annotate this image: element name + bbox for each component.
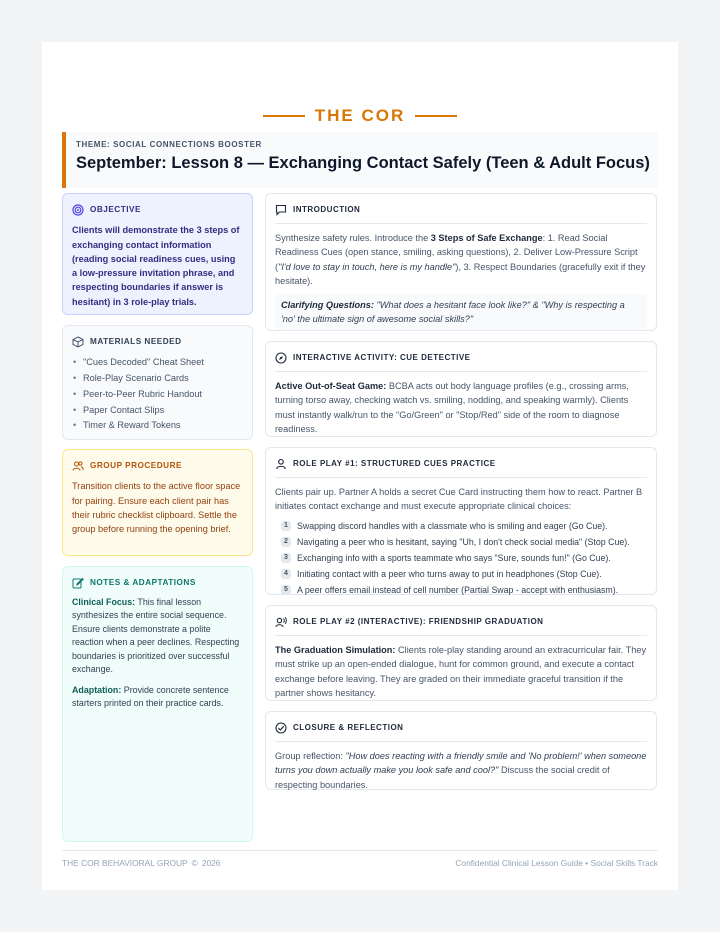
closure-pre: Group reflection: [275, 751, 346, 762]
scenario-item [281, 534, 647, 550]
introduction-text [275, 231, 647, 288]
materials-item: • Role-Play Scenario Cards [72, 371, 243, 387]
scenario-number: 5 [281, 585, 291, 595]
scenario-item [281, 566, 647, 582]
clinical-focus-note [72, 596, 243, 677]
scenario-number: 3 [281, 553, 291, 563]
role-play-1-text: Clients pair up. Partner A holds a secret Cue Card instructing them how to react. Partner B initiates contact exchange and must execute appropriate clinical choices: [275, 487, 643, 512]
intro-text-c: ), 3. Respect Boundaries (gracefully exit if they hesitate). [275, 261, 646, 286]
closure-text [275, 749, 647, 792]
objective-card [62, 193, 253, 315]
introduction-title: INTRODUCTION [293, 205, 361, 214]
adaptation-text: Provide concrete sentence starters printed on their practice cards. [72, 684, 229, 708]
introduction-header [275, 203, 647, 224]
scenario-text: Swapping discord handles with a classmate who is smiling and eager (Go Cue). [297, 520, 608, 531]
scenario-text: Navigating a peer who is hesitant, saying "Uh, I don't check social media" (Stop Cue). [297, 536, 630, 547]
procedure-text: Transition clients to the active floor space for pairing. Ensure each client pair has their rubric checklist clipboard. Settle the group before running the opening brief. [72, 481, 241, 535]
clarifying-questions [275, 294, 647, 330]
cue-detective-section [265, 341, 657, 437]
cue-detective-title: INTERACTIVE ACTIVITY: CUE DETECTIVE [293, 353, 471, 362]
closure-title: CLOSURE & REFLECTION [293, 723, 404, 732]
role-play-2-title: ROLE PLAY #2 (INTERACTIVE): FRIENDSHIP GRADUATION [293, 617, 544, 626]
clinical-focus-text: This final lesson synthesizes the entire social sequence. Ensure clients demonstrate a polite reaction when a peer declines. Respecting boundaries is prioritized over successful exchange. [72, 596, 240, 674]
procedure-card [62, 449, 253, 556]
cue-game-label: Active Out-of-Seat Game: [275, 381, 387, 392]
users-icon [72, 460, 84, 472]
materials-item: • Peer-to-Peer Rubric Handout [72, 387, 243, 403]
materials-item: • Paper Contact Slips [72, 403, 243, 419]
procedure-title: GROUP PROCEDURE [90, 461, 182, 470]
introduction-section [265, 193, 657, 331]
scenario-text: A peer offers email instead of cell number (Partial Swap - accept with enthusiasm). [297, 584, 619, 595]
notes-header [72, 576, 243, 590]
brand-rule-left [263, 115, 305, 117]
role-play-1-title: ROLE PLAY #1: STRUCTURED CUES PRACTICE [293, 459, 496, 468]
graduation-text: Clients role-play standing around an extracurricular fair. They must strike up an open-ended dialogue, hunt for common ground, and execute a contact exchange before leaving. They are graded on their immediate graceful transition if the partner shows hesitancy. [275, 645, 647, 698]
edit-note-icon [72, 577, 84, 589]
scenario-number: 2 [281, 537, 291, 547]
scenario-item [281, 518, 647, 534]
intro-text-b: : 1. Read Social Readiness Cues (open stance, smiling, asking questions), 2. Deliver Low-Pressure Script ( [275, 233, 638, 272]
scenario-text: Exchanging info with a sports teammate who says "Sure, sounds fun!" (Go Cue). [297, 552, 611, 563]
chat-icon [275, 204, 287, 216]
copyright-icon: © [191, 858, 198, 868]
compass-icon [275, 352, 287, 364]
adaptation-label: Adaptation: [72, 684, 122, 695]
target-icon [72, 204, 84, 216]
cue-detective-text [275, 379, 647, 436]
brand-name: THE COR [314, 106, 406, 125]
closure-header [275, 721, 647, 742]
scenario-item [281, 582, 647, 598]
closure-post: Discuss the social credit of respecting boundaries. [275, 765, 610, 790]
scenario-number: 1 [281, 521, 291, 531]
adaptation-note [72, 684, 243, 711]
closure-section [265, 711, 657, 790]
scenario-list [275, 518, 647, 598]
check-circle-icon [275, 722, 287, 734]
footer-org: THE COR BEHAVIORAL GROUP [62, 858, 188, 868]
materials-title: MATERIALS NEEDED [90, 337, 182, 346]
scenario-item [281, 550, 647, 566]
notes-card [62, 566, 253, 842]
lesson-title: September: Lesson 8 — Exchanging Contact Safely (Teen & Adult Focus) [76, 154, 650, 172]
footer-right: Confidential Clinical Lesson Guide • Social Skills Track [455, 858, 658, 868]
notes-title: NOTES & ADAPTATIONS [90, 578, 196, 587]
intro-steps-label: 3 Steps of Safe Exchange [430, 233, 543, 244]
objective-text: Clients will demonstrate the 3 steps of exchanging contact information (reading social readiness cues, using a low-pressure invitation phrase, and respecting boundaries if answer is hesitant) in 3 role-play trials. [72, 225, 240, 307]
clarifying-text: "What does a hesitant face look like?" & "Why is respecting a 'no' the ultimate sign of awesome social skills?" [281, 300, 625, 325]
box-icon [72, 336, 84, 348]
scenario-number: 4 [281, 569, 291, 579]
theme-banner [62, 132, 658, 188]
objective-title: OBJECTIVE [90, 205, 141, 214]
graduation-label: The Graduation Simulation: [275, 645, 396, 656]
brand-rule-right [415, 115, 457, 117]
clarifying-label: Clarifying Questions: [281, 300, 374, 311]
footer-left [62, 858, 220, 868]
role-play-1-section [265, 447, 657, 595]
role-play-2-header [275, 615, 647, 636]
brand-row [42, 106, 678, 126]
materials-list [72, 355, 243, 434]
objective-header [72, 203, 243, 217]
role-play-2-section [265, 605, 657, 701]
intro-text-a: Synthesize safety rules. Introduce the [275, 233, 431, 244]
materials-item: • Timer & Reward Tokens [72, 418, 243, 434]
closure-quote: "How does reacting with a friendly smile and 'No problem!' when someone turns you down actually make you look safe and cool?" [275, 751, 647, 776]
lesson-page [42, 42, 678, 890]
clinical-focus-label: Clinical Focus: [72, 596, 136, 607]
procedure-header [72, 459, 243, 473]
intro-script-quote: "I'd love to stay in touch, here is my handle" [278, 261, 456, 272]
role-play-2-text [275, 643, 647, 700]
footer-year: 2026 [201, 858, 221, 868]
scenario-text: Initiating contact with a peer who turns away to put in headphones (Stop Cue). [297, 568, 602, 579]
user-icon [275, 458, 287, 470]
materials-header [72, 335, 243, 349]
materials-item: • "Cues Decoded" Cheat Sheet [72, 355, 243, 371]
speaking-icon [275, 616, 287, 628]
role-play-1-header [275, 457, 647, 478]
theme-tag: THEME: SOCIAL CONNECTIONS BOOSTER [76, 140, 262, 149]
cue-detective-header [275, 351, 647, 372]
cue-game-text: BCBA acts out body language profiles (e.g., crossing arms, turning torso away, checking watch vs. smiling, nodding, and speaking warmly). Clients must instantly walk/run to the "Go/Green" or "Stop/Red" side of the room to diagnose readiness. [275, 381, 629, 434]
page-footer [62, 850, 658, 868]
materials-card [62, 325, 253, 440]
